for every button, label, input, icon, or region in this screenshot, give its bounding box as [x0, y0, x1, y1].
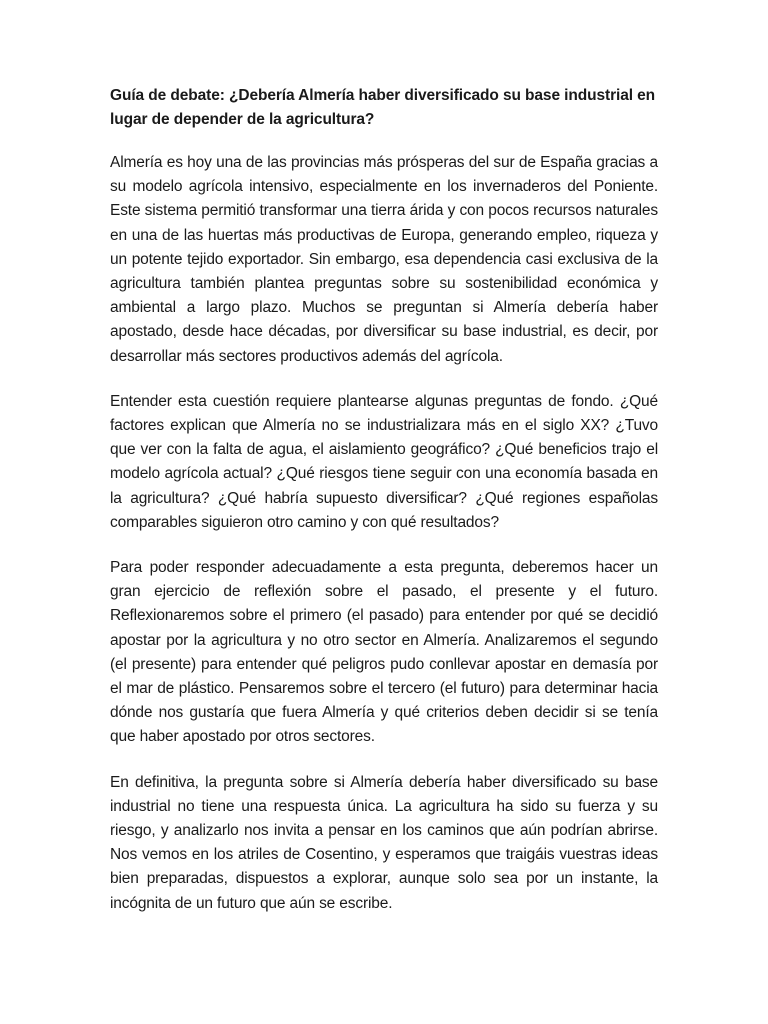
- paragraph-intro: Almería es hoy una de las provincias más prósperas del sur de España gracias a su modelo agrícola intensivo, especialmente en los invernaderos del Poniente. Este sistema permitió transformar una tierra árida y con pocos recursos naturales en una de las huertas más productivas de Europa, generando empleo, riqueza y un potente tejido exportador. Sin embargo, esa dependencia casi exclusiva de la agricultura también plantea preguntas sobre su sostenibilidad económica y ambiental a largo plazo. Muchos se preguntan si Almería debería haber apostado, desde hace décadas, por diversificar su base industrial, es decir, por desarrollar más sectores productivos además del agrícola.: [110, 154, 658, 365]
- document-page: [110, 84, 658, 937]
- document-title: Guía de debate: ¿Debería Almería haber diversificado su base industrial en lugar de depender de la agricultura?: [110, 87, 656, 128]
- paragraph-reflection: Para poder responder adecuadamente a esta pregunta, deberemos hacer un gran ejercicio de reflexión sobre el pasado, el presente y el futuro. Reflexionaremos sobre el primero (el pasado) para entender por qué se decidió apostar por la agricultura y no otro sector en Almería. Analizaremos el segundo (el presente) para entender qué peligros pudo conllevar apostar en demasía por el mar de plástico. Pensaremos sobre el tercero (el futuro) para determinar hacia dónde nos gustaría que fuera Almería y qué criterios deben decidir si se tenía que haber apostado por otros sectores.: [110, 559, 658, 746]
- paragraph-conclusion: En definitiva, la pregunta sobre si Almería debería haber diversificado su base industrial no tiene una respuesta única. La agricultura ha sido su fuerza y su riesgo, y analizarlo nos invita a pensar en los caminos que aún podrían abrirse. Nos vemos en los atriles de Cosentino, y esperamos que traigáis vuestras ideas bien preparadas, dispuestos a explorar, aunque solo sea por un instante, la incógnita de un futuro que aún se escribe.: [110, 773, 658, 912]
- paragraph-questions: Entender esta cuestión requiere plantearse algunas preguntas de fondo. ¿Qué factores explican que Almería no se industrializara más en el siglo XX? ¿Tuvo que ver con la falta de agua, el aislamiento geográfico? ¿Qué beneficios trajo el modelo agrícola actual? ¿Qué riesgos tiene seguir con una economía basada en la agricultura? ¿Qué habría supuesto diversificar? ¿Qué regiones españolas comparables siguieron otro camino y con qué resultados?: [110, 392, 658, 531]
